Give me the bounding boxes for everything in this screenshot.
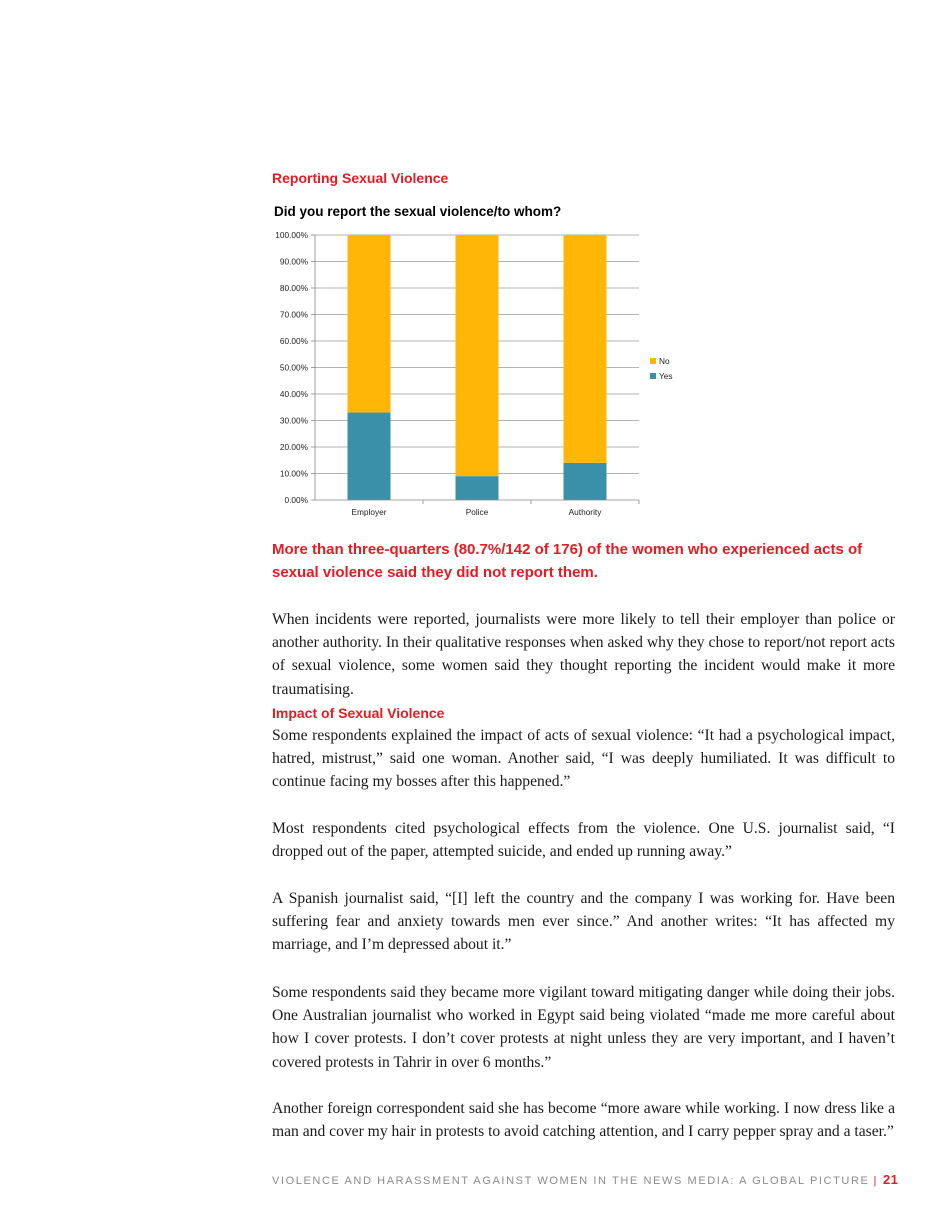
x-tick-label: Police — [465, 507, 489, 517]
y-tick-label: 70.00% — [279, 309, 308, 320]
bar-yes-police — [456, 476, 499, 500]
y-tick-label: 50.00% — [279, 362, 308, 373]
y-tick-label: 60.00% — [279, 336, 308, 346]
y-tick-label: 40.00% — [279, 389, 308, 399]
page-number: 21 — [882, 1172, 899, 1187]
bar-no-police — [456, 235, 499, 476]
legend-swatch-yes — [650, 373, 656, 379]
stacked-bar-chart — [262, 226, 692, 522]
paragraph-impact-2: Most respondents cited psychological effects from the violence. One U.S. journalist said, “I dropped out of the paper, attempted suicide, and ended up running away.” — [272, 820, 895, 861]
y-tick-label: 0.00% — [284, 495, 308, 505]
paragraph-reporting: When incidents were reported, journalists were more likely to tell their employer than police or another authority. In their qualitative responses when asked why they chose to report/not report acts of sexual violence, some women said they thought reporting the incident would make it more traumatising. — [272, 611, 895, 698]
y-tick-label: 80.00% — [279, 283, 308, 293]
paragraph-impact-5: Another foreign correspondent said she has become “more aware while working. I now dress like a man and cover my hair in protests to avoid catching attention, and I carry pepper spray and a taser.” — [272, 1100, 895, 1141]
footer-separator: | — [873, 1175, 877, 1187]
paragraph-impact-3: A Spanish journalist said, “[I] left the country and the company I was working for. Have been suffering fear and anxiety towards men ever since.” And another writes: “It has affected my marriage, and I’m depressed about it.” — [272, 890, 895, 954]
legend-label-yes: Yes — [659, 371, 673, 381]
key-finding-callout: More than three-quarters (80.7%/142 of 176) of the women who experienced acts of sexual violence said they did not report them. — [272, 541, 863, 581]
x-tick-label: Employer — [351, 507, 387, 517]
footer-title: VIOLENCE AND HARASSMENT AGAINST WOMEN IN THE NEWS MEDIA: A GLOBAL PICTURE — [272, 1175, 870, 1187]
section-heading-reporting: Reporting Sexual Violence — [272, 170, 449, 186]
section-heading-impact: Impact of Sexual Violence — [272, 705, 445, 721]
paragraph-impact-1: Some respondents explained the impact of acts of sexual violence: “It had a psychological impact, hatred, mistrust,” said one woman. Another said, “I was deeply humiliated. It was difficult to continue facing my bosses after this happened.” — [272, 727, 895, 791]
bar-yes-authority — [564, 463, 607, 500]
y-tick-label: 100.00% — [275, 230, 308, 240]
y-tick-label: 90.00% — [279, 256, 308, 267]
legend-swatch-no — [650, 358, 656, 364]
x-tick-label: Authority — [568, 507, 602, 517]
y-tick-label: 30.00% — [279, 415, 308, 426]
page-footer — [272, 1172, 899, 1187]
bar-yes-employer — [348, 413, 391, 500]
y-tick-label: 10.00% — [279, 468, 308, 479]
bar-no-authority — [564, 235, 607, 463]
legend-label-no: No — [659, 356, 670, 366]
chart-title: Did you report the sexual violence/to whom? — [274, 204, 562, 219]
y-tick-label: 20.00% — [279, 442, 308, 452]
bar-no-employer — [348, 235, 391, 413]
paragraph-impact-4: Some respondents said they became more vigilant toward mitigating danger while doing their jobs. One Australian journalist who worked in Egypt said being violated “made me more careful about how I cover protests. I don’t cover protests at night unless they are very important, and I haven’t covered protests in Tahrir in over 6 months.” — [272, 984, 895, 1071]
